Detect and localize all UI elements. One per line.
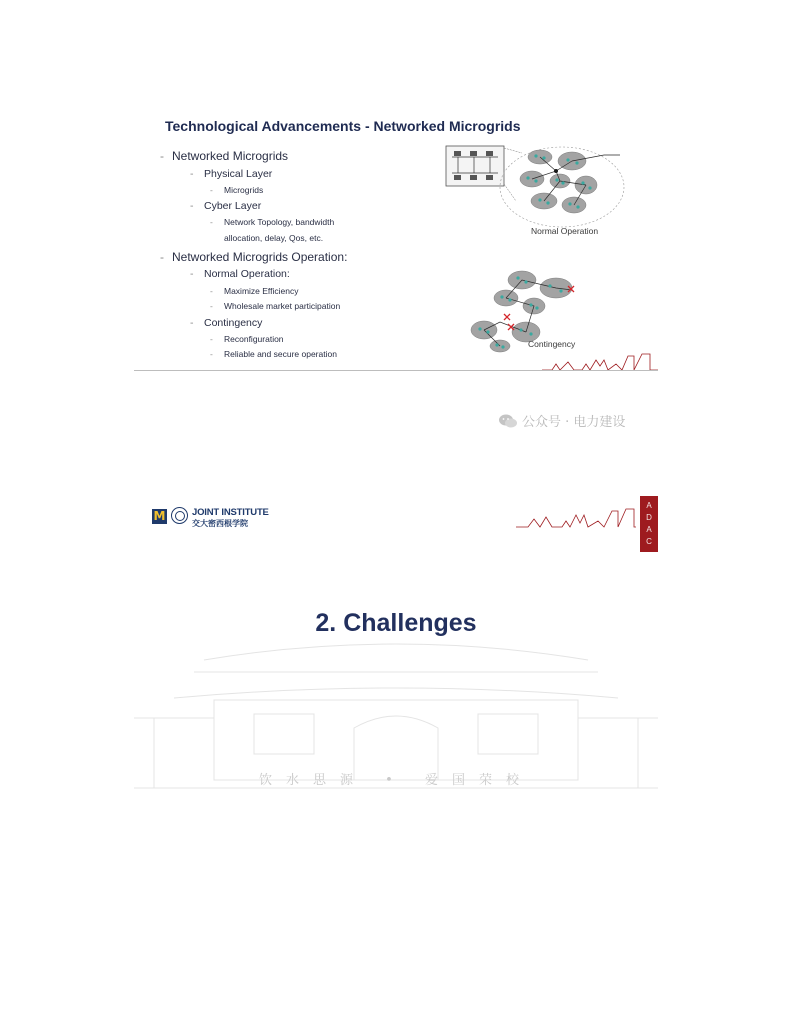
umich-logo: M (153, 509, 166, 523)
bullet-cyber-layer: - Cyber Layer (190, 200, 262, 212)
slide-networked-microgrids (134, 108, 658, 378)
wechat-watermark (498, 411, 625, 430)
section-title: 2. Challenges (315, 609, 477, 637)
bullet-normal-operation: - Normal Operation: (190, 268, 290, 280)
joint-institute-chinese-name: 交大密西根学院 (192, 519, 248, 528)
bullet-networked-microgrids: - Networked Microgrids (160, 149, 289, 163)
joint-institute-name: JOINT INSTITUTE (192, 507, 269, 518)
bullet-networked-operation: - Networked Microgrids Operation: (160, 250, 348, 264)
university-motto: 饮水思源 • 爱国荣校 (259, 773, 533, 788)
bullet-microgrids: - Microgrids (210, 185, 264, 195)
slide-baseline-rule (134, 370, 658, 371)
bullet-contingency: - Contingency (190, 317, 263, 329)
sjtu-skyline-motif (542, 348, 658, 372)
bullet-reconfiguration: - Reconfiguration (210, 334, 284, 344)
sjtu-skyline-motif (516, 507, 636, 529)
bullet-reliable-secure: - Reliable and secure operation (210, 349, 337, 359)
sjtu-seal-logo (171, 507, 188, 524)
bullet-wholesale-market: - Wholesale market participation (210, 301, 341, 311)
bullet-network-topology-cont: allocation, delay, Qos, etc. (224, 233, 324, 243)
slide-title: Technological Advancements - Networked Microgrids (165, 118, 521, 134)
adac-banner: A D A C (640, 496, 658, 552)
slide-challenges (134, 493, 658, 798)
normal-operation-label: Normal Operation (531, 226, 599, 236)
contingency-label: Contingency (528, 339, 576, 349)
normal-operation-network-figure (444, 143, 628, 239)
bullet-maximize-efficiency: - Maximize Efficiency (210, 286, 299, 296)
bullet-network-topology: - Network Topology, bandwidth (210, 217, 335, 227)
wechat-icon (498, 413, 518, 429)
bullet-physical-layer: - Physical Layer (190, 168, 273, 180)
watermark-text: 公众号 · 电力建设 (522, 415, 626, 430)
